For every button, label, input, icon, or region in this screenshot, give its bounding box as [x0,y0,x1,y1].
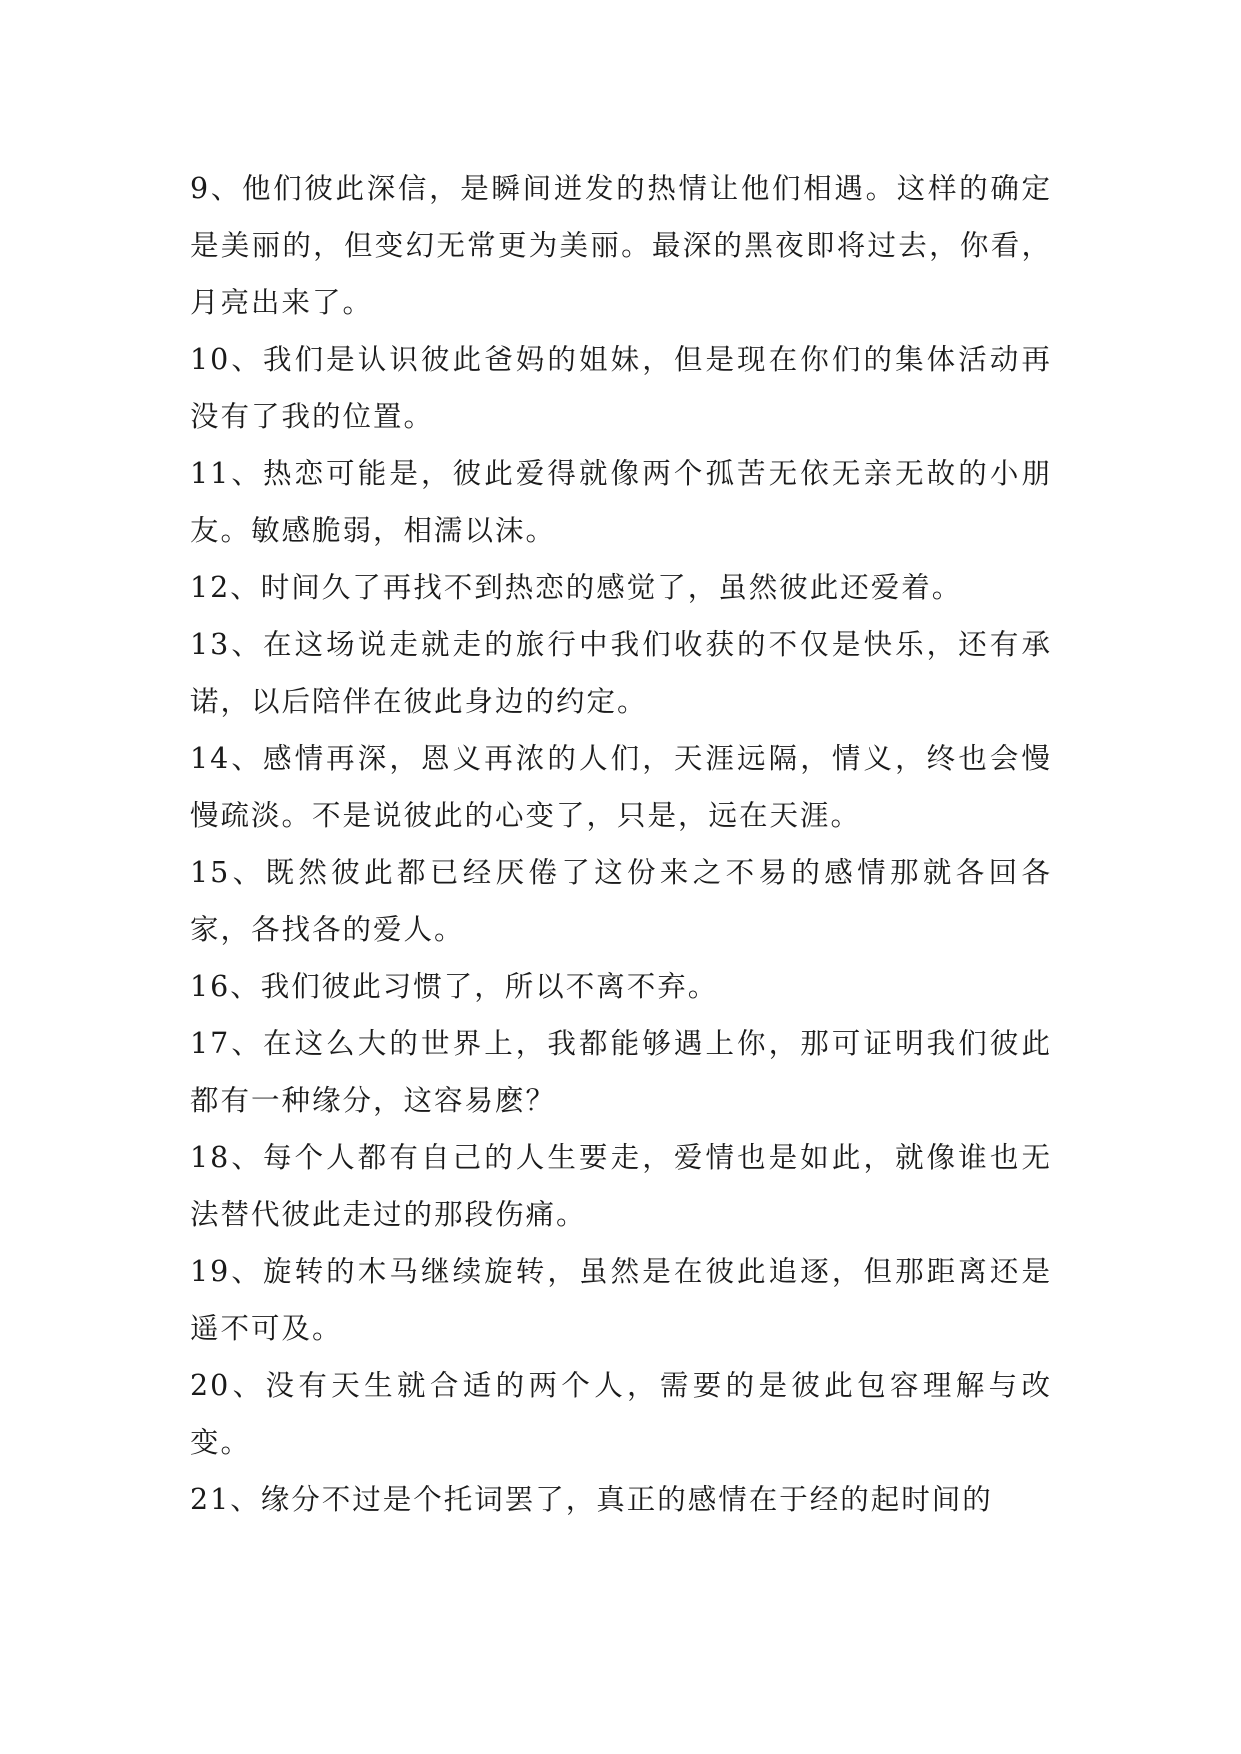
paragraph-21: 21、缘分不过是个托词罢了，真正的感情在于经的起时间的 [190,1483,993,1516]
paragraph-20: 20、没有天生就合适的两个人，需要的是彼此包容理解与改变。 [190,1369,1052,1459]
paragraph-19: 19、旋转的木马继续旋转，虽然是在彼此追逐，但那距离还是遥不可及。 [190,1255,1052,1345]
paragraph-9: 9、他们彼此深信，是瞬间迸发的热情让他们相遇。这样的确定是美丽的，但变幻无常更为美丽。最深的黑夜即将过去，你看，月亮出来了。 [190,172,1052,319]
paragraph-12: 12、时间久了再找不到热恋的感觉了，虽然彼此还爱着。 [190,571,963,604]
paragraph-15: 15、既然彼此都已经厌倦了这份来之不易的感情那就各回各家，各找各的爱人。 [190,856,1052,946]
paragraph-13: 13、在这场说走就走的旅行中我们收获的不仅是快乐，还有承诺，以后陪伴在彼此身边的约定。 [190,628,1052,718]
paragraph-10: 10、我们是认识彼此爸妈的姐妹，但是现在你们的集体活动再没有了我的位置。 [190,343,1052,433]
paragraph-17: 17、在这么大的世界上，我都能够遇上你，那可证明我们彼此都有一种缘分，这容易麽？ [190,1027,1052,1117]
paragraph-14: 14、感情再深，恩义再浓的人们，天涯远隔，情义，终也会慢慢疏淡。不是说彼此的心变了，只是，远在天涯。 [190,742,1052,832]
paragraph-16: 16、我们彼此习惯了，所以不离不弃。 [190,970,719,1003]
document-body [190,160,1052,1528]
paragraph-11: 11、热恋可能是，彼此爱得就像两个孤苦无依无亲无故的小朋友。敏感脆弱，相濡以沫。 [190,457,1052,547]
paragraph-18: 18、每个人都有自己的人生要走，爱情也是如此，就像谁也无法替代彼此走过的那段伤痛。 [190,1141,1052,1231]
